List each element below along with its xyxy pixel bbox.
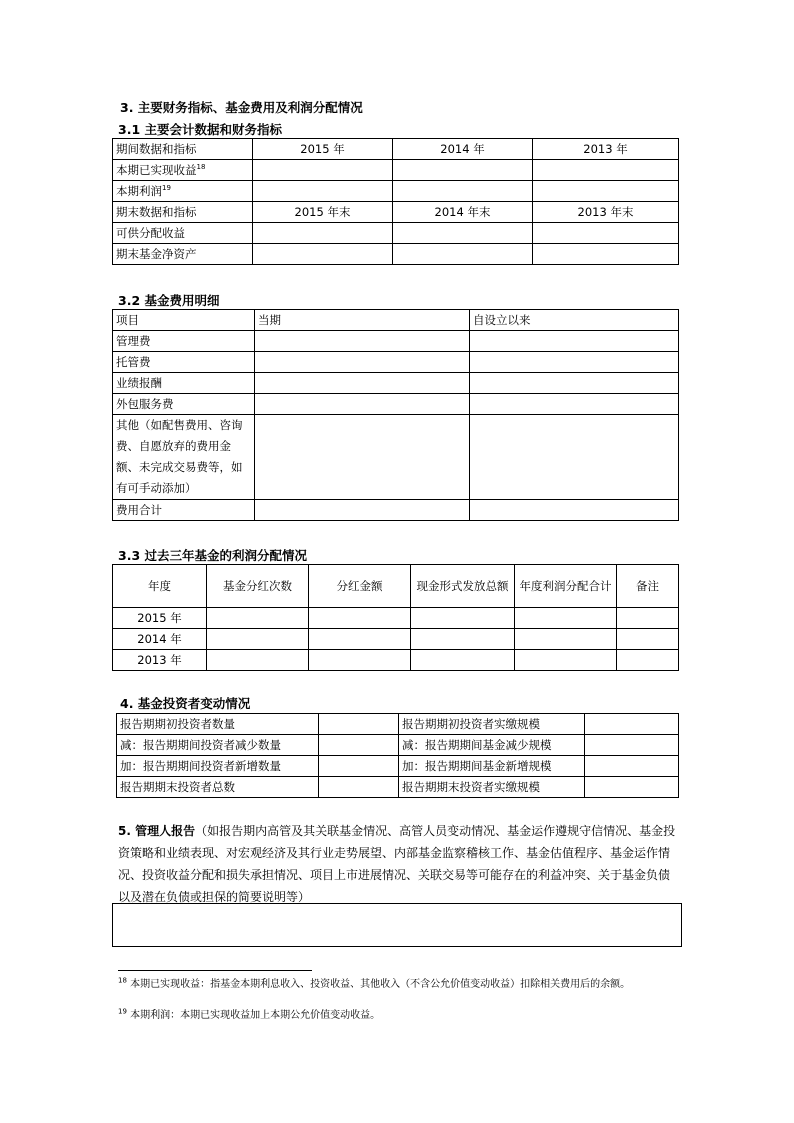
value-cell: [470, 394, 679, 415]
table-row: [117, 756, 679, 777]
header-cell: 年度: [113, 565, 207, 608]
investor-changes-table: [116, 713, 679, 798]
table-row: [117, 714, 679, 735]
row-label: 业绩报酬: [113, 373, 255, 394]
value-cell: [255, 394, 470, 415]
value-cell: [411, 650, 515, 671]
value-cell: [393, 223, 533, 244]
row-label: 本期已实现收益$^{18}$: [113, 160, 253, 181]
value-cell: [207, 629, 309, 650]
row-label: 报告期期初投资者实缴规模: [399, 714, 585, 735]
table-row: [113, 160, 679, 181]
value-cell: [470, 500, 679, 521]
footnote-separator: [118, 970, 312, 971]
footnote-ref: 19: [162, 184, 171, 193]
value-cell: [533, 244, 679, 265]
section-3-title: 3. 主要财务指标、基金费用及利润分配情况: [120, 100, 363, 115]
header-cell: 当期: [255, 310, 470, 331]
value-cell: [585, 777, 679, 798]
header-cell: 自设立以来: [470, 310, 679, 331]
table-row: [113, 352, 679, 373]
row-label: 减：报告期期间基金减少规模: [399, 735, 585, 756]
row-label: 报告期期末投资者总数: [117, 777, 319, 798]
row-label: 加：报告期期间基金新增规模: [399, 756, 585, 777]
value-cell: [470, 415, 679, 500]
header-cell: 期间数据和指标: [113, 139, 253, 160]
value-cell: [207, 650, 309, 671]
header-cell: 年度利润分配合计: [515, 565, 617, 608]
value-cell: [617, 629, 679, 650]
financial-indicators-table: [112, 138, 679, 265]
value-cell: [515, 650, 617, 671]
table-row: [113, 650, 679, 671]
fund-expenses-table: [112, 309, 679, 521]
section-3-3-title: 3.3 过去三年基金的利润分配情况: [118, 548, 307, 563]
row-label: 费用合计: [113, 500, 255, 521]
row-label: 其他（如配售费用、咨询费、自愿放弃的费用金额、未完成交易费等，如有可手动添加）: [113, 415, 255, 500]
value-cell: [617, 650, 679, 671]
value-cell: [393, 181, 533, 202]
row-label: 报告期期初投资者数量: [117, 714, 319, 735]
table-row: [113, 181, 679, 202]
header-cell: 2014 年: [393, 139, 533, 160]
value-cell: [319, 777, 399, 798]
value-cell: [253, 223, 393, 244]
header-cell: 项目: [113, 310, 255, 331]
table-header-row: [113, 310, 679, 331]
footnote-19: $^{19}$ 本期利润：本期已实现收益加上本期公允价值变动收益。: [118, 1007, 381, 1021]
header-cell: 2013 年: [533, 139, 679, 160]
value-cell: [585, 735, 679, 756]
table-header-row: [113, 202, 679, 223]
header-cell: 基金分红次数: [207, 565, 309, 608]
year-cell: 2015 年: [113, 608, 207, 629]
section-3-1-title: 3.1 主要会计数据和财务指标: [118, 122, 282, 137]
value-cell: [533, 160, 679, 181]
value-cell: [393, 160, 533, 181]
header-cell: 分红金额: [309, 565, 411, 608]
year-cell: 2014 年: [113, 629, 207, 650]
value-cell: [515, 608, 617, 629]
value-cell: [253, 181, 393, 202]
value-cell: [319, 735, 399, 756]
value-cell: [411, 608, 515, 629]
table-row: [113, 500, 679, 521]
header-cell: 2013 年末: [533, 202, 679, 223]
table-row: [117, 735, 679, 756]
row-label: 可供分配收益: [113, 223, 253, 244]
row-label: 托管费: [113, 352, 255, 373]
table-row: [113, 223, 679, 244]
value-cell: [533, 181, 679, 202]
value-cell: [255, 500, 470, 521]
value-cell: [253, 160, 393, 181]
header-cell: 2015 年: [253, 139, 393, 160]
section-4-title: 4. 基金投资者变动情况: [120, 696, 251, 711]
value-cell: [533, 223, 679, 244]
header-cell: 2014 年末: [393, 202, 533, 223]
value-cell: [470, 373, 679, 394]
table-header-row: [113, 139, 679, 160]
row-label: 减：报告期期间投资者减少数量: [117, 735, 319, 756]
value-cell: [255, 331, 470, 352]
value-cell: [255, 415, 470, 500]
table-row: [113, 373, 679, 394]
row-label: 加：报告期期间投资者新增数量: [117, 756, 319, 777]
value-cell: [207, 608, 309, 629]
value-cell: [319, 756, 399, 777]
value-cell: [515, 629, 617, 650]
value-cell: [255, 373, 470, 394]
table-row: [113, 629, 679, 650]
value-cell: [255, 352, 470, 373]
footnote-ref: 18: [196, 163, 206, 172]
value-cell: [319, 714, 399, 735]
value-cell: [309, 629, 411, 650]
year-cell: 2013 年: [113, 650, 207, 671]
table-row: [113, 608, 679, 629]
row-label: 本期利润$^{19}$: [113, 181, 253, 202]
section-3-2-title: 3.2 基金费用明细: [118, 293, 220, 308]
footnote-18: $^{18}$ 本期已实现收益：指基金本期利息收入、投资收益、其他收入（不含公允价值变动收益）扣除相关费用后的余额。: [118, 976, 631, 990]
value-cell: [393, 244, 533, 265]
value-cell: [309, 608, 411, 629]
section-5-title: 5. 管理人报告: [118, 824, 196, 838]
table-row: [117, 777, 679, 798]
table-header-row: [113, 565, 679, 608]
profit-distribution-table: [112, 564, 679, 671]
header-cell: 期末数据和指标: [113, 202, 253, 223]
value-cell: [585, 756, 679, 777]
value-cell: [617, 608, 679, 629]
value-cell: [309, 650, 411, 671]
header-cell: 2015 年末: [253, 202, 393, 223]
row-label: 管理费: [113, 331, 255, 352]
table-row: [113, 394, 679, 415]
table-row: [113, 331, 679, 352]
value-cell: [470, 352, 679, 373]
value-cell: [585, 714, 679, 735]
value-cell: [411, 629, 515, 650]
section-5-paragraph: [118, 820, 678, 908]
manager-report-box[interactable]: [112, 903, 682, 947]
value-cell: [253, 244, 393, 265]
row-label: 期末基金净资产: [113, 244, 253, 265]
table-row: [113, 415, 679, 500]
section-5-body: （如报告期内高管及其关联基金情况、高管人员变动情况、基金运作遵规守信情况、基金投资策略和业绩表现、对宏观经济及其行业走势展望、内部基金监察稽核工作、基金估值程序、基金运作情况、投资收益分配和损失承担情况、项目上市进展情况、关联交易等可能存在的利益冲突、关于基金负债以及潜在负债或担保的简要说明等）: [118, 824, 676, 904]
value-cell: [470, 331, 679, 352]
row-label: 报告期期末投资者实缴规模: [399, 777, 585, 798]
header-cell: 备注: [617, 565, 679, 608]
header-cell: 现金形式发放总额: [411, 565, 515, 608]
row-label: 外包服务费: [113, 394, 255, 415]
table-row: [113, 244, 679, 265]
